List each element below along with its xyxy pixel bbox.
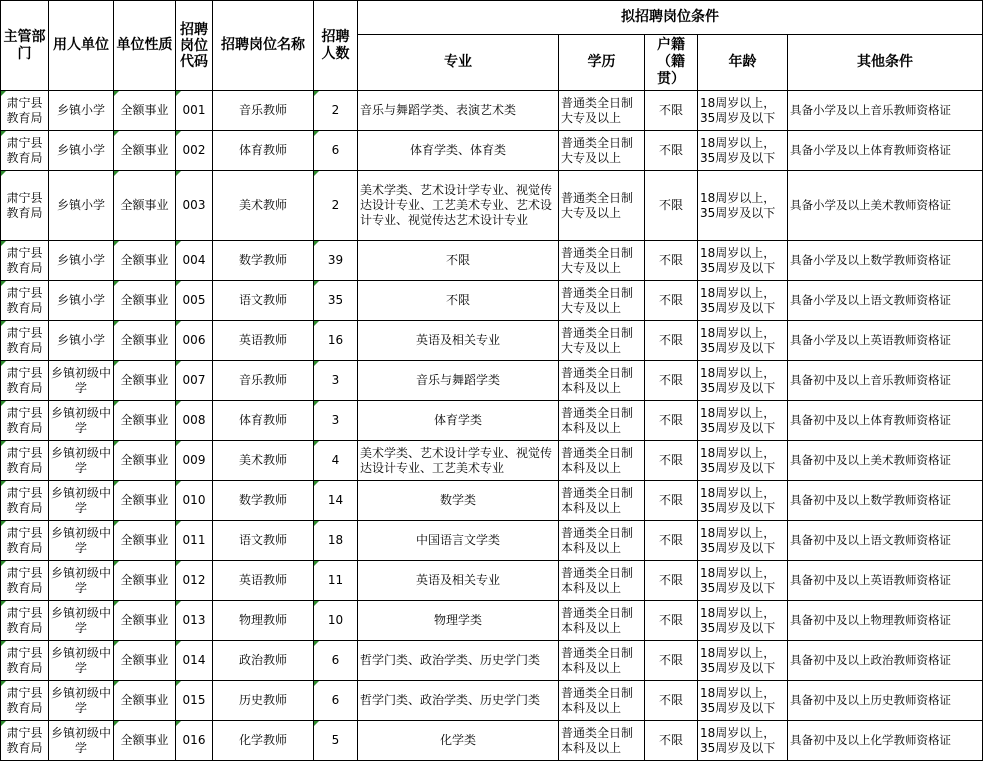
header-code: 招聘岗位代码 xyxy=(176,1,213,91)
cell-post: 化学教师 xyxy=(213,721,314,761)
cell-age: 18周岁以上，35周岁及以下 xyxy=(698,361,788,401)
cell-other: 具备小学及以上语文教师资格证 xyxy=(788,281,983,321)
cell-nature: 全额事业 xyxy=(114,681,176,721)
cell-major: 音乐与舞蹈学类、表演艺术类 xyxy=(358,91,559,131)
cell-education: 普通类全日制本科及以上 xyxy=(559,441,645,481)
cell-other: 具备初中及以上政治教师资格证 xyxy=(788,641,983,681)
header-post: 招聘岗位名称 xyxy=(213,1,314,91)
cell-education: 普通类全日制大专及以上 xyxy=(559,241,645,281)
cell-unit: 乡镇初级中学 xyxy=(49,481,114,521)
cell-count: 6 xyxy=(314,681,358,721)
cell-count: 3 xyxy=(314,401,358,441)
cell-major: 化学类 xyxy=(358,721,559,761)
cell-other: 具备小学及以上美术教师资格证 xyxy=(788,171,983,241)
cell-hukou: 不限 xyxy=(645,131,698,171)
cell-unit: 乡镇初级中学 xyxy=(49,441,114,481)
cell-nature: 全额事业 xyxy=(114,241,176,281)
cell-count: 5 xyxy=(314,721,358,761)
cell-other: 具备小学及以上音乐教师资格证 xyxy=(788,91,983,131)
cell-count: 2 xyxy=(314,91,358,131)
cell-major: 音乐与舞蹈学类 xyxy=(358,361,559,401)
cell-age: 18周岁以上，35周岁及以下 xyxy=(698,281,788,321)
header-education: 学历 xyxy=(559,35,645,91)
table-body xyxy=(1,91,983,761)
cell-age: 18周岁以上，35周岁及以下 xyxy=(698,171,788,241)
table-row xyxy=(1,601,983,641)
cell-hukou: 不限 xyxy=(645,401,698,441)
cell-code: 011 xyxy=(176,521,213,561)
cell-hukou: 不限 xyxy=(645,561,698,601)
cell-education: 普通类全日制本科及以上 xyxy=(559,521,645,561)
cell-major: 不限 xyxy=(358,241,559,281)
header-hukou: 户籍（籍贯） xyxy=(645,35,698,91)
cell-unit: 乡镇初级中学 xyxy=(49,681,114,721)
cell-major: 不限 xyxy=(358,281,559,321)
cell-dept: 肃宁县教育局 xyxy=(1,521,49,561)
cell-education: 普通类全日制本科及以上 xyxy=(559,601,645,641)
cell-nature: 全额事业 xyxy=(114,601,176,641)
cell-dept: 肃宁县教育局 xyxy=(1,641,49,681)
cell-education: 普通类全日制本科及以上 xyxy=(559,561,645,601)
cell-education: 普通类全日制本科及以上 xyxy=(559,361,645,401)
cell-nature: 全额事业 xyxy=(114,721,176,761)
cell-count: 18 xyxy=(314,521,358,561)
cell-hukou: 不限 xyxy=(645,441,698,481)
cell-nature: 全额事业 xyxy=(114,401,176,441)
cell-unit: 乡镇初级中学 xyxy=(49,721,114,761)
cell-post: 美术教师 xyxy=(213,441,314,481)
cell-age: 18周岁以上，35周岁及以下 xyxy=(698,401,788,441)
cell-post: 美术教师 xyxy=(213,171,314,241)
cell-unit: 乡镇初级中学 xyxy=(49,361,114,401)
header-conditions: 拟招聘岗位条件 xyxy=(358,1,983,35)
cell-dept: 肃宁县教育局 xyxy=(1,321,49,361)
cell-code: 016 xyxy=(176,721,213,761)
cell-unit: 乡镇小学 xyxy=(49,131,114,171)
cell-nature: 全额事业 xyxy=(114,641,176,681)
cell-education: 普通类全日制本科及以上 xyxy=(559,641,645,681)
cell-dept: 肃宁县教育局 xyxy=(1,91,49,131)
cell-code: 004 xyxy=(176,241,213,281)
cell-post: 语文教师 xyxy=(213,281,314,321)
cell-unit: 乡镇小学 xyxy=(49,171,114,241)
header-age: 年龄 xyxy=(698,35,788,91)
cell-code: 010 xyxy=(176,481,213,521)
cell-hukou: 不限 xyxy=(645,361,698,401)
cell-other: 具备初中及以上物理教师资格证 xyxy=(788,601,983,641)
cell-nature: 全额事业 xyxy=(114,321,176,361)
header-unit: 用人单位 xyxy=(49,1,114,91)
cell-post: 语文教师 xyxy=(213,521,314,561)
table-row xyxy=(1,91,983,131)
table-row xyxy=(1,521,983,561)
cell-code: 013 xyxy=(176,601,213,641)
cell-count: 3 xyxy=(314,361,358,401)
cell-code: 006 xyxy=(176,321,213,361)
cell-education: 普通类全日制大专及以上 xyxy=(559,281,645,321)
cell-other: 具备初中及以上历史教师资格证 xyxy=(788,681,983,721)
cell-dept: 肃宁县教育局 xyxy=(1,241,49,281)
cell-hukou: 不限 xyxy=(645,481,698,521)
cell-age: 18周岁以上，35周岁及以下 xyxy=(698,481,788,521)
cell-nature: 全额事业 xyxy=(114,561,176,601)
header-major: 专业 xyxy=(358,35,559,91)
cell-education: 普通类全日制本科及以上 xyxy=(559,681,645,721)
cell-nature: 全额事业 xyxy=(114,131,176,171)
cell-count: 6 xyxy=(314,641,358,681)
cell-major: 哲学门类、政治学类、历史学门类 xyxy=(358,681,559,721)
cell-count: 2 xyxy=(314,171,358,241)
cell-unit: 乡镇初级中学 xyxy=(49,641,114,681)
cell-code: 001 xyxy=(176,91,213,131)
cell-hukou: 不限 xyxy=(645,721,698,761)
table-row xyxy=(1,171,983,241)
cell-other: 具备初中及以上英语教师资格证 xyxy=(788,561,983,601)
cell-dept: 肃宁县教育局 xyxy=(1,401,49,441)
cell-age: 18周岁以上，35周岁及以下 xyxy=(698,681,788,721)
cell-hukou: 不限 xyxy=(645,521,698,561)
cell-hukou: 不限 xyxy=(645,171,698,241)
cell-post: 数学教师 xyxy=(213,241,314,281)
cell-dept: 肃宁县教育局 xyxy=(1,681,49,721)
cell-unit: 乡镇小学 xyxy=(49,321,114,361)
cell-major: 哲学门类、政治学类、历史学门类 xyxy=(358,641,559,681)
cell-major: 体育学类 xyxy=(358,401,559,441)
cell-hukou: 不限 xyxy=(645,321,698,361)
cell-other: 具备小学及以上数学教师资格证 xyxy=(788,241,983,281)
cell-unit: 乡镇小学 xyxy=(49,91,114,131)
cell-nature: 全额事业 xyxy=(114,171,176,241)
cell-dept: 肃宁县教育局 xyxy=(1,561,49,601)
cell-nature: 全额事业 xyxy=(114,441,176,481)
table-row xyxy=(1,681,983,721)
table-row xyxy=(1,641,983,681)
cell-count: 6 xyxy=(314,131,358,171)
cell-dept: 肃宁县教育局 xyxy=(1,171,49,241)
cell-other: 具备初中及以上化学教师资格证 xyxy=(788,721,983,761)
cell-education: 普通类全日制本科及以上 xyxy=(559,721,645,761)
cell-education: 普通类全日制本科及以上 xyxy=(559,481,645,521)
cell-post: 英语教师 xyxy=(213,321,314,361)
cell-dept: 肃宁县教育局 xyxy=(1,281,49,321)
cell-count: 11 xyxy=(314,561,358,601)
cell-count: 39 xyxy=(314,241,358,281)
cell-nature: 全额事业 xyxy=(114,521,176,561)
cell-count: 14 xyxy=(314,481,358,521)
table-row xyxy=(1,241,983,281)
cell-age: 18周岁以上，35周岁及以下 xyxy=(698,521,788,561)
cell-count: 4 xyxy=(314,441,358,481)
header-count: 招聘人数 xyxy=(314,1,358,91)
cell-education: 普通类全日制大专及以上 xyxy=(559,171,645,241)
header-nature: 单位性质 xyxy=(114,1,176,91)
cell-education: 普通类全日制本科及以上 xyxy=(559,401,645,441)
cell-major: 物理学类 xyxy=(358,601,559,641)
cell-code: 012 xyxy=(176,561,213,601)
cell-age: 18周岁以上，35周岁及以下 xyxy=(698,241,788,281)
cell-education: 普通类全日制大专及以上 xyxy=(559,131,645,171)
table-row xyxy=(1,361,983,401)
cell-code: 005 xyxy=(176,281,213,321)
cell-unit: 乡镇初级中学 xyxy=(49,601,114,641)
cell-dept: 肃宁县教育局 xyxy=(1,441,49,481)
cell-hukou: 不限 xyxy=(645,241,698,281)
cell-nature: 全额事业 xyxy=(114,281,176,321)
cell-hukou: 不限 xyxy=(645,91,698,131)
cell-post: 体育教师 xyxy=(213,131,314,171)
cell-major: 美术学类、艺术设计学专业、视觉传达设计专业、工艺美术专业 xyxy=(358,441,559,481)
cell-other: 具备初中及以上音乐教师资格证 xyxy=(788,361,983,401)
cell-age: 18周岁以上，35周岁及以下 xyxy=(698,601,788,641)
cell-post: 数学教师 xyxy=(213,481,314,521)
cell-unit: 乡镇初级中学 xyxy=(49,561,114,601)
cell-code: 014 xyxy=(176,641,213,681)
table-row xyxy=(1,401,983,441)
table-row xyxy=(1,281,983,321)
cell-code: 009 xyxy=(176,441,213,481)
cell-post: 音乐教师 xyxy=(213,361,314,401)
cell-age: 18周岁以上，35周岁及以下 xyxy=(698,91,788,131)
cell-count: 16 xyxy=(314,321,358,361)
cell-unit: 乡镇小学 xyxy=(49,241,114,281)
cell-other: 具备小学及以上英语教师资格证 xyxy=(788,321,983,361)
table-row xyxy=(1,561,983,601)
cell-code: 007 xyxy=(176,361,213,401)
cell-other: 具备初中及以上数学教师资格证 xyxy=(788,481,983,521)
cell-code: 003 xyxy=(176,171,213,241)
table-row xyxy=(1,131,983,171)
cell-age: 18周岁以上，35周岁及以下 xyxy=(698,561,788,601)
cell-nature: 全额事业 xyxy=(114,91,176,131)
header-other: 其他条件 xyxy=(788,35,983,91)
cell-post: 英语教师 xyxy=(213,561,314,601)
table-row xyxy=(1,481,983,521)
cell-code: 008 xyxy=(176,401,213,441)
cell-post: 政治教师 xyxy=(213,641,314,681)
cell-hukou: 不限 xyxy=(645,281,698,321)
cell-dept: 肃宁县教育局 xyxy=(1,721,49,761)
cell-code: 015 xyxy=(176,681,213,721)
cell-age: 18周岁以上，35周岁及以下 xyxy=(698,321,788,361)
cell-other: 具备初中及以上体育教师资格证 xyxy=(788,401,983,441)
cell-hukou: 不限 xyxy=(645,601,698,641)
cell-post: 历史教师 xyxy=(213,681,314,721)
cell-major: 中国语言文学类 xyxy=(358,521,559,561)
cell-count: 35 xyxy=(314,281,358,321)
cell-other: 具备初中及以上美术教师资格证 xyxy=(788,441,983,481)
cell-post: 体育教师 xyxy=(213,401,314,441)
cell-other: 具备初中及以上语文教师资格证 xyxy=(788,521,983,561)
cell-unit: 乡镇小学 xyxy=(49,281,114,321)
cell-dept: 肃宁县教育局 xyxy=(1,131,49,171)
cell-major: 英语及相关专业 xyxy=(358,321,559,361)
header-dept: 主管部门 xyxy=(1,1,49,91)
table-row xyxy=(1,441,983,481)
cell-unit: 乡镇初级中学 xyxy=(49,521,114,561)
cell-count: 10 xyxy=(314,601,358,641)
cell-nature: 全额事业 xyxy=(114,481,176,521)
cell-education: 普通类全日制大专及以上 xyxy=(559,321,645,361)
cell-hukou: 不限 xyxy=(645,641,698,681)
cell-nature: 全额事业 xyxy=(114,361,176,401)
cell-major: 体育学类、体育类 xyxy=(358,131,559,171)
table-row xyxy=(1,321,983,361)
cell-other: 具备小学及以上体育教师资格证 xyxy=(788,131,983,171)
cell-age: 18周岁以上，35周岁及以下 xyxy=(698,721,788,761)
cell-code: 002 xyxy=(176,131,213,171)
cell-hukou: 不限 xyxy=(645,681,698,721)
cell-major: 美术学类、艺术设计学专业、视觉传达设计专业、工艺美术专业、艺术设计专业、视觉传达艺术设计专业 xyxy=(358,171,559,241)
cell-education: 普通类全日制大专及以上 xyxy=(559,91,645,131)
cell-age: 18周岁以上，35周岁及以下 xyxy=(698,131,788,171)
cell-dept: 肃宁县教育局 xyxy=(1,481,49,521)
cell-dept: 肃宁县教育局 xyxy=(1,601,49,641)
cell-age: 18周岁以上，35周岁及以下 xyxy=(698,441,788,481)
cell-post: 物理教师 xyxy=(213,601,314,641)
cell-major: 数学类 xyxy=(358,481,559,521)
cell-unit: 乡镇初级中学 xyxy=(49,401,114,441)
cell-age: 18周岁以上，35周岁及以下 xyxy=(698,641,788,681)
cell-post: 音乐教师 xyxy=(213,91,314,131)
cell-dept: 肃宁县教育局 xyxy=(1,361,49,401)
cell-major: 英语及相关专业 xyxy=(358,561,559,601)
table-row xyxy=(1,721,983,761)
